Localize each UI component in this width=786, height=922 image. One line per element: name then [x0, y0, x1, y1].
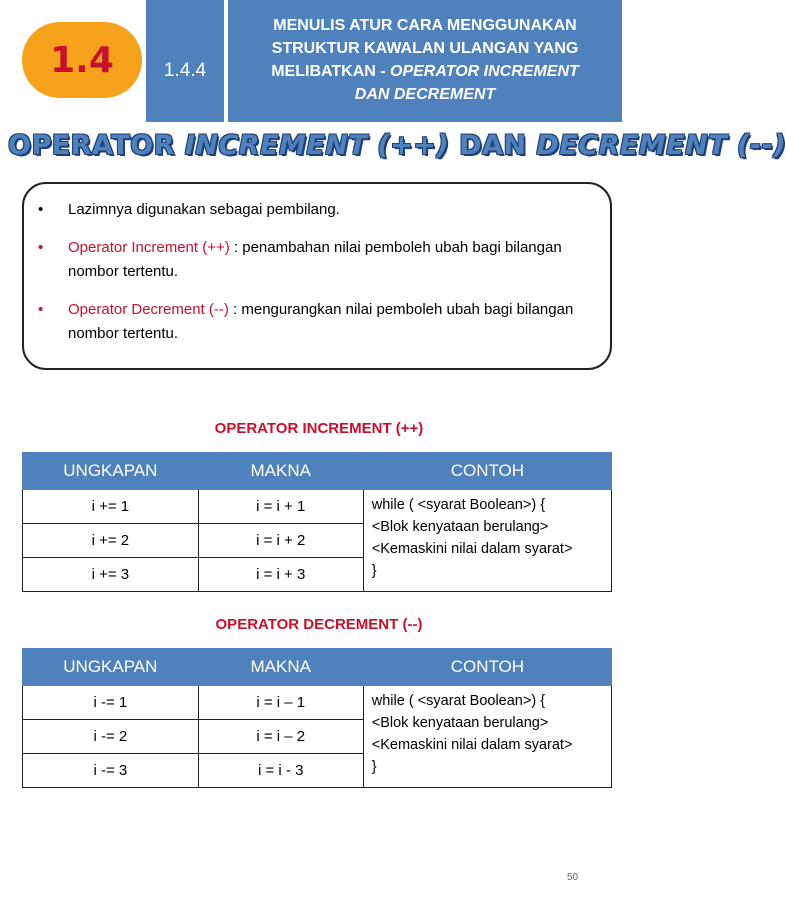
bullet-marker: • — [38, 201, 44, 218]
bullet-marker: • — [38, 239, 44, 256]
chapter-number: 1.4 — [50, 39, 114, 81]
bullet-marker: • — [38, 301, 44, 318]
code-line: <Kemaskini nilai dalam syarat> — [371, 737, 573, 753]
table-row — [23, 686, 612, 720]
bullet-text — [68, 236, 592, 284]
expression-cell: i += 2 — [23, 524, 199, 558]
code-line: <Blok kenyataan berulang> — [371, 519, 549, 535]
increment-caption: OPERATOR INCREMENT (++) — [214, 420, 424, 437]
heading-part-2: INCREMENT (++) — [184, 130, 450, 161]
table-header-row — [23, 453, 612, 490]
title-line-3-italic: OPERATOR INCREMENT — [390, 63, 579, 80]
section-number-cell — [146, 0, 226, 122]
expression-cell: i -= 3 — [23, 754, 199, 788]
title-line-2: STRUKTUR KAWALAN ULANGAN YANG — [271, 40, 579, 57]
bullet-term: Operator Increment (++) — [68, 239, 230, 256]
page-number: 50 — [567, 872, 579, 883]
bullet-item — [38, 236, 592, 284]
decrement-table — [22, 648, 612, 788]
definition-box — [22, 182, 612, 370]
heading-part-4: DECREMENT (--) — [536, 130, 786, 161]
column-header-makna: MAKNA — [198, 649, 363, 686]
expression-cell: i += 3 — [23, 558, 199, 592]
meaning-cell: i = i + 2 — [198, 524, 363, 558]
bullet-item — [38, 198, 592, 222]
table-header-row — [23, 649, 612, 686]
bullet-description: : mengurangkan nilai pemboleh ubah bagi bilangan nombor tertentu. — [68, 301, 574, 342]
code-line: <Blok kenyataan berulang> — [371, 715, 549, 731]
title-line-1: MENULIS ATUR CARA MENGGUNAKAN — [273, 17, 577, 34]
heading-part-1: OPERATOR — [8, 130, 185, 161]
code-line: } — [371, 759, 377, 775]
code-line: while ( <syarat Boolean>) { — [371, 693, 546, 709]
bullet-text — [68, 298, 592, 346]
bullet-description: : penambahan nilai pemboleh ubah bagi bilangan nombor tertentu. — [68, 239, 562, 280]
table-row — [23, 490, 612, 524]
column-header-contoh: CONTOH — [363, 649, 611, 686]
decrement-caption: OPERATOR DECREMENT (--) — [215, 616, 423, 633]
example-code-cell — [363, 686, 611, 788]
title-line-4: DAN DECREMENT — [354, 86, 496, 103]
column-header-ungkapan: UNGKAPAN — [23, 453, 199, 490]
title-line-3 — [228, 60, 622, 83]
chapter-badge — [22, 22, 142, 98]
expression-cell: i += 1 — [23, 490, 199, 524]
code-line: <Kemaskini nilai dalam syarat> — [371, 541, 573, 557]
section-number: 1.4.4 — [163, 60, 207, 81]
column-header-makna: MAKNA — [198, 453, 363, 490]
section-title — [228, 0, 622, 122]
code-line: } — [371, 563, 377, 579]
meaning-cell: i = i – 2 — [198, 720, 363, 754]
increment-table — [22, 452, 612, 592]
column-header-contoh: CONTOH — [363, 453, 611, 490]
meaning-cell: i = i - 3 — [198, 754, 363, 788]
expression-cell: i -= 2 — [23, 720, 199, 754]
meaning-cell: i = i + 3 — [198, 558, 363, 592]
heading-part-3: DAN — [449, 130, 537, 161]
expression-cell: i -= 1 — [23, 686, 199, 720]
example-code-cell — [363, 490, 611, 592]
page-heading — [8, 130, 786, 170]
bullet-term: Operator Decrement (--) — [68, 301, 229, 318]
meaning-cell: i = i – 1 — [198, 686, 363, 720]
bullet-text: Lazimnya digunakan sebagai pembilang. — [68, 201, 340, 218]
column-header-ungkapan: UNGKAPAN — [23, 649, 199, 686]
meaning-cell: i = i + 1 — [198, 490, 363, 524]
title-line-3-plain: MELIBATKAN - — [271, 63, 391, 80]
bullet-item — [38, 298, 592, 346]
code-line: while ( <syarat Boolean>) { — [371, 497, 546, 513]
